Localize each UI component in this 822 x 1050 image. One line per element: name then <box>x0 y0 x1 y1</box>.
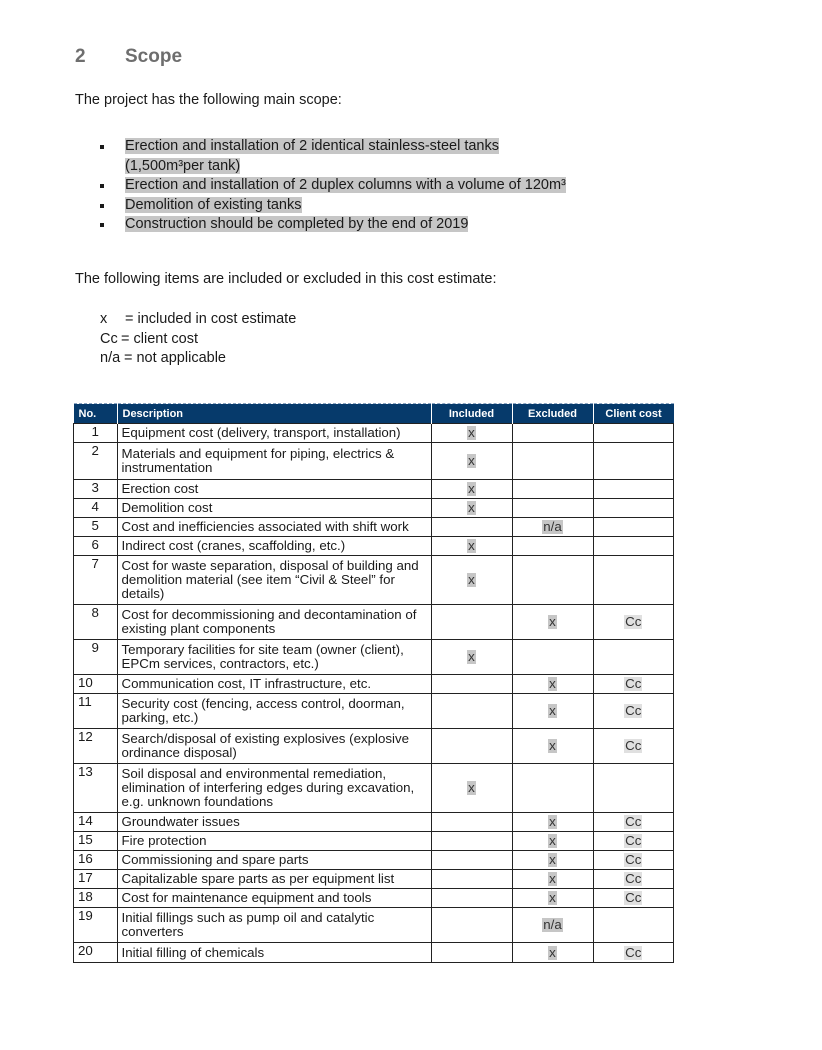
cell-included-mark: x <box>468 481 475 496</box>
cell-no: 1 <box>74 424 118 443</box>
cell-description: Initial filling of chemicals <box>117 943 431 963</box>
cell-description: Cost for decommissioning and decontamination of existing plant components <box>117 605 431 640</box>
cell-excluded <box>512 870 593 889</box>
table-row <box>74 908 674 943</box>
section-heading <box>75 46 182 68</box>
cell-description: Temporary facilities for site team (owner (client), EPCm services, contractors, etc.) <box>117 640 431 675</box>
cell-description: Demolition cost <box>117 499 431 518</box>
cell-included <box>431 518 512 537</box>
cell-included-mark: x <box>468 572 475 587</box>
cell-excluded <box>512 675 593 694</box>
bullet-icon <box>100 223 104 227</box>
cell-no: 6 <box>74 537 118 556</box>
cell-client-cost-mark: Cc <box>625 890 642 905</box>
cell-client-cost-mark: Cc <box>625 676 642 691</box>
legend-value: = included in cost estimate <box>125 311 297 327</box>
cell-description: Cost and inefficiencies associated with shift work <box>117 518 431 537</box>
cell-no: 10 <box>74 675 118 694</box>
cell-no: 5 <box>74 518 118 537</box>
cell-excluded <box>512 851 593 870</box>
cell-excluded <box>512 537 593 556</box>
cell-excluded <box>512 764 593 813</box>
cell-no: 3 <box>74 480 118 499</box>
cell-description: Cost for waste separation, disposal of building and demolition material (see item “Civil & Steel” for details) <box>117 556 431 605</box>
cell-excluded <box>512 640 593 675</box>
legend-key: Cc <box>100 330 118 347</box>
cell-included <box>431 889 512 908</box>
scope-list <box>100 137 566 235</box>
header-no: No. <box>74 404 118 424</box>
cell-no: 7 <box>74 556 118 605</box>
cell-description: Capitalizable spare parts as per equipment list <box>117 870 431 889</box>
cell-description: Fire protection <box>117 832 431 851</box>
cell-excluded <box>512 943 593 963</box>
cell-included-mark: x <box>468 780 475 795</box>
header-client-cost: Client cost <box>593 404 674 424</box>
cell-client-cost-mark: Cc <box>625 871 642 886</box>
cell-excluded <box>512 424 593 443</box>
cell-no: 14 <box>74 813 118 832</box>
cost-scope-table <box>73 403 674 963</box>
cell-client-cost-mark: Cc <box>625 614 642 629</box>
cell-excluded-mark: x <box>549 852 556 867</box>
cell-included-mark: x <box>468 538 475 553</box>
cell-excluded-mark: x <box>549 614 556 629</box>
cell-included-mark: x <box>468 453 475 468</box>
cell-included <box>431 694 512 729</box>
cell-excluded <box>512 443 593 480</box>
cell-no: 18 <box>74 889 118 908</box>
cell-description: Search/disposal of existing explosives (explosive ordinance disposal) <box>117 729 431 764</box>
cell-client-cost-mark: Cc <box>625 814 642 829</box>
cell-included <box>431 832 512 851</box>
cell-client-cost <box>593 480 674 499</box>
cell-no: 13 <box>74 764 118 813</box>
cell-description: Equipment cost (delivery, transport, installation) <box>117 424 431 443</box>
cell-included <box>431 537 512 556</box>
cell-no: 17 <box>74 870 118 889</box>
cell-no: 4 <box>74 499 118 518</box>
legend-row <box>100 349 296 369</box>
legend-key: x <box>100 311 108 327</box>
table-row <box>74 640 674 675</box>
cell-included <box>431 908 512 943</box>
table-row <box>74 424 674 443</box>
cell-included <box>431 499 512 518</box>
table-row <box>74 889 674 908</box>
cell-excluded <box>512 518 593 537</box>
legend-row <box>100 310 296 330</box>
cell-no: 8 <box>74 605 118 640</box>
cell-description: Soil disposal and environmental remediation, elimination of interfering edges during excavation, e.g. unknown foundations <box>117 764 431 813</box>
cell-excluded-mark: n/a <box>543 917 562 932</box>
legend-key: n/a <box>100 350 121 366</box>
cell-no: 2 <box>74 443 118 480</box>
bullet-icon <box>100 184 104 188</box>
bullet-icon <box>100 145 104 149</box>
cell-description: Initial fillings such as pump oil and catalytic converters <box>117 908 431 943</box>
cell-included-mark: x <box>468 425 475 440</box>
cell-client-cost <box>593 943 674 963</box>
table-row <box>74 832 674 851</box>
cell-client-cost <box>593 729 674 764</box>
legend-value: = not applicable <box>124 350 226 366</box>
cell-no: 11 <box>74 694 118 729</box>
cell-client-cost-mark: Cc <box>625 944 642 960</box>
cell-excluded <box>512 480 593 499</box>
cell-client-cost <box>593 908 674 943</box>
table-row <box>74 764 674 813</box>
table-header-row <box>74 404 674 424</box>
cell-no: 16 <box>74 851 118 870</box>
cell-excluded-mark: x <box>549 814 556 829</box>
table-row <box>74 518 674 537</box>
table-row <box>74 537 674 556</box>
scope-item: Erection and installation of 2 identical stainless-steel tanks (1,500m³per tank) <box>100 137 566 176</box>
cell-included <box>431 851 512 870</box>
cell-excluded <box>512 694 593 729</box>
scope-item: Demolition of existing tanks <box>100 196 566 216</box>
cell-included <box>431 443 512 480</box>
cell-client-cost <box>593 813 674 832</box>
cell-no: 19 <box>74 908 118 943</box>
cell-included <box>431 764 512 813</box>
cell-included <box>431 605 512 640</box>
cell-client-cost <box>593 870 674 889</box>
table-row <box>74 813 674 832</box>
cell-client-cost <box>593 851 674 870</box>
section-number: 2 <box>75 46 86 67</box>
cell-description: Security cost (fencing, access control, doorman, parking, etc.) <box>117 694 431 729</box>
table-row <box>74 480 674 499</box>
cell-description: Groundwater issues <box>117 813 431 832</box>
cell-excluded-mark: x <box>549 833 556 848</box>
estimate-intro: The following items are included or excluded in this cost estimate: <box>75 271 497 287</box>
legend-row <box>100 330 296 350</box>
cell-client-cost <box>593 640 674 675</box>
cell-excluded-mark: x <box>549 890 556 905</box>
cell-included <box>431 640 512 675</box>
cell-excluded <box>512 832 593 851</box>
cell-no: 12 <box>74 729 118 764</box>
table-row <box>74 943 674 963</box>
cell-excluded-mark: x <box>549 676 556 691</box>
cell-no: 20 <box>74 943 118 963</box>
cell-description: Erection cost <box>117 480 431 499</box>
cell-client-cost-mark: Cc <box>625 833 642 848</box>
cell-client-cost-mark: Cc <box>625 738 642 753</box>
cell-included <box>431 556 512 605</box>
cell-included <box>431 870 512 889</box>
cell-excluded <box>512 889 593 908</box>
cell-no: 15 <box>74 832 118 851</box>
cell-client-cost-mark: Cc <box>625 852 642 867</box>
cell-excluded <box>512 908 593 943</box>
cell-client-cost <box>593 537 674 556</box>
cell-client-cost <box>593 889 674 908</box>
table-row <box>74 556 674 605</box>
cell-client-cost <box>593 518 674 537</box>
cell-description: Materials and equipment for piping, electrics & instrumentation <box>117 443 431 480</box>
cell-excluded <box>512 556 593 605</box>
table-row <box>74 443 674 480</box>
table-row <box>74 605 674 640</box>
cell-client-cost <box>593 605 674 640</box>
cell-description: Commissioning and spare parts <box>117 851 431 870</box>
scope-item: Construction should be completed by the end of 2019 <box>100 215 566 235</box>
cell-excluded-mark: n/a <box>543 519 562 534</box>
cell-included <box>431 424 512 443</box>
cell-description: Indirect cost (cranes, scaffolding, etc.) <box>117 537 431 556</box>
cell-excluded <box>512 729 593 764</box>
cell-client-cost <box>593 675 674 694</box>
table-row <box>74 694 674 729</box>
cell-description: Cost for maintenance equipment and tools <box>117 889 431 908</box>
cell-client-cost <box>593 443 674 480</box>
cell-included <box>431 943 512 963</box>
scope-item: Erection and installation of 2 duplex columns with a volume of 120m³ <box>100 176 566 196</box>
section-title: Scope <box>125 46 183 67</box>
cell-included <box>431 675 512 694</box>
cell-client-cost <box>593 424 674 443</box>
table-row <box>74 851 674 870</box>
cell-excluded-mark: x <box>549 738 556 753</box>
table-row <box>74 729 674 764</box>
cell-client-cost-mark: Cc <box>625 703 642 718</box>
cell-excluded <box>512 605 593 640</box>
cell-client-cost <box>593 499 674 518</box>
bullet-icon <box>100 204 104 208</box>
header-excluded: Excluded <box>512 404 593 424</box>
legend-value: = client cost <box>121 330 198 347</box>
cell-excluded-mark: x <box>549 871 556 886</box>
cell-excluded-mark: x <box>549 944 556 960</box>
cell-client-cost <box>593 694 674 729</box>
cell-excluded <box>512 499 593 518</box>
cell-client-cost <box>593 556 674 605</box>
table-row <box>74 675 674 694</box>
cell-client-cost <box>593 832 674 851</box>
table-row <box>74 870 674 889</box>
cell-client-cost <box>593 764 674 813</box>
header-included: Included <box>431 404 512 424</box>
cell-included <box>431 729 512 764</box>
cell-no: 9 <box>74 640 118 675</box>
cell-included-mark: x <box>468 500 475 515</box>
cell-included <box>431 480 512 499</box>
table-row <box>74 499 674 518</box>
cell-included-mark: x <box>468 649 475 664</box>
cell-excluded-mark: x <box>549 703 556 718</box>
header-description: Description <box>117 404 431 424</box>
cell-included <box>431 813 512 832</box>
legend <box>100 310 296 369</box>
scope-intro: The project has the following main scope: <box>75 92 342 108</box>
cell-description: Communication cost, IT infrastructure, etc. <box>117 675 431 694</box>
cell-excluded <box>512 813 593 832</box>
